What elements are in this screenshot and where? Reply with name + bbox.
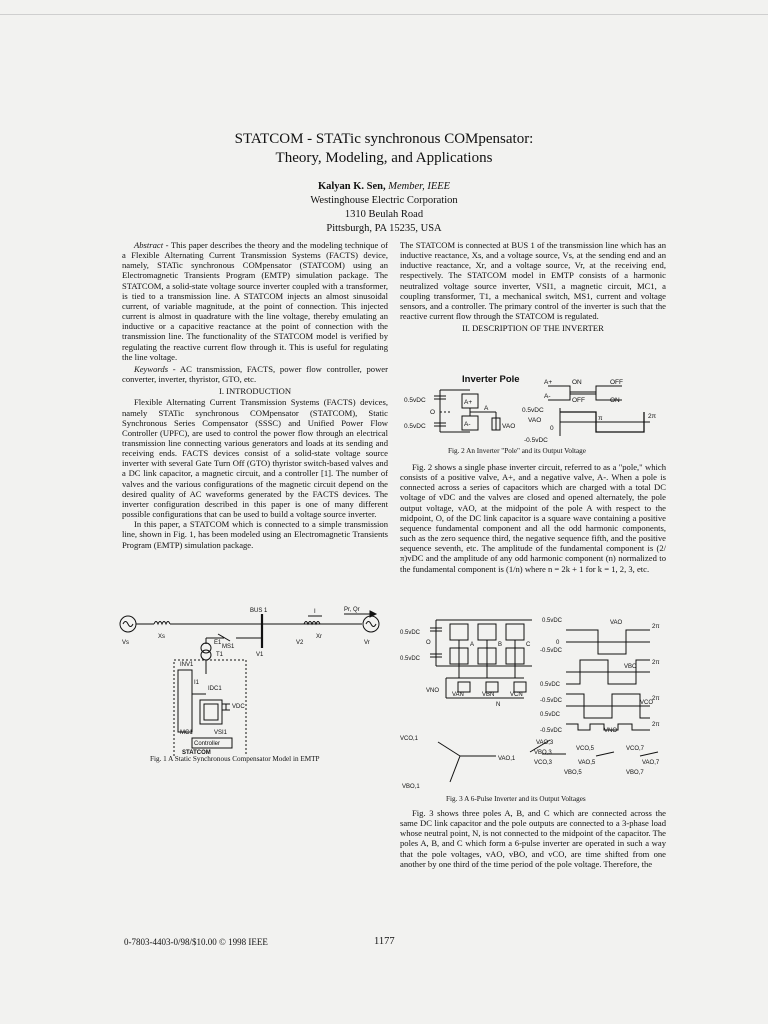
- paper-title-line2: Theory, Modeling, and Applications: [275, 150, 493, 166]
- intro-paragraph-1: Flexible Alternating Current Transmission Systems (FACTS) devices, namely STATic synchronous COMpensator (STATCOM), Static Synchronous Series Compensator (SSSC) and Unified Power Flow Controller (UPFC), are used to control the power flow through an electrical transmission line connecting various generators and loads at its sending and receiving ends. FACTS devices consist of a solid-state voltage source inverter with several Gate Turn Off (GTO) thyristor switch-based valves and a DC link capacitor, a magnetic circuit, and a controller [1]. The number of valves and the various configurations of the magnetic circuit depend on the desired quality of AC waveforms generated by the FACTS devices. The inverter configuration described in this paper is one of many different possible configurations that can be used to build a voltage source inverter.: [122, 397, 388, 520]
- fig1-vsi1-label: VSI1: [214, 730, 228, 736]
- fig2-off-label-2: OFF: [572, 397, 585, 404]
- fig3-neg-label-2: -0.5vDC: [540, 698, 563, 704]
- right-column-top: [400, 240, 666, 334]
- fig1-i1-label: I1: [194, 680, 200, 686]
- fig3-vco-label: VCO: [640, 700, 654, 706]
- section-introduction-heading: I. INTRODUCTION: [218, 386, 292, 397]
- fig3-vco3-label: VCO,3: [534, 760, 553, 766]
- intro-paragraph-2: In this paper, a STATCOM which is connected to a simple transmission line, shown in Fig. 1, has been modeled using an Electromagnetic Transients Program (EMTP) simulation package.: [122, 519, 388, 550]
- fig1-idc-label: IDC1: [208, 686, 222, 692]
- fig3-vbo3-label: VBO,3: [534, 750, 552, 756]
- fig3-vdc-top: 0.5vDC: [400, 630, 421, 636]
- fig3-pos-label-2: 0.5vDC: [540, 682, 561, 688]
- page-number: 1177: [374, 936, 395, 947]
- fig1-vs-label: Vs: [122, 640, 130, 646]
- fig2-caption: Fig. 2 An Inverter "Pole" and its Output Voltage: [448, 447, 586, 455]
- fig1-vr-label: Vr: [364, 640, 370, 646]
- abstract-label: Abstract -: [134, 240, 169, 250]
- fig1-v2-label: V2: [296, 640, 304, 646]
- fig3-pos-label-1: 0.5vDC: [542, 618, 563, 624]
- fig3-vdc-bottom: 0.5vDC: [400, 656, 421, 662]
- fig2-title: Inverter Pole: [462, 374, 520, 385]
- fig3-b-label: B: [498, 642, 503, 648]
- fig3-vao1-label: VAO,1: [498, 756, 516, 762]
- fig3-period-label-1: 2π: [652, 624, 660, 630]
- fig2-vdc-bottom: 0.5vDC: [404, 423, 426, 430]
- fig3-neg-label-3: -0.5vDC: [540, 728, 563, 734]
- address-line1: 1310 Beulah Road: [344, 209, 424, 220]
- affiliation: Westinghouse Electric Corporation: [310, 195, 458, 206]
- fig2-pi-label: π: [598, 415, 603, 422]
- abstract-text: This paper describes the theory and the modeling technique of a Flexible Alternating Current Transmission Systems (FACTS) device, namely, STATic synchronous COMpensator (STATCOM) using an Electromagnetic Transients Program (EMTP) simulation package. The STATCOM, a solid-state voltage source inverter coupled with a transformer, is tied to a transmission line. A STATCOM injects an almost sinusoidal current, of variable magnitude, at the point of connection. This injected current is almost in quadrature with the line voltage, thereby emulating an inductive or a capacitive reactance at the point of connection with the transmission line. The functionality of the STATCOM model is verified by regulating the reactive current flow through it. This is useful for regulating the line voltage.: [122, 240, 388, 362]
- fig2-off-label: OFF: [610, 379, 623, 386]
- fig2-aplus-label: A+: [464, 399, 473, 406]
- fig3-vbn-label: VBN: [482, 692, 495, 698]
- fig3-n-label: N: [496, 702, 501, 708]
- fig1-e1-label: E1: [214, 640, 222, 646]
- fig1-inv1-label: INV1: [180, 662, 194, 668]
- scan-edge-line: [0, 14, 768, 15]
- keywords-text: AC transmission, FACTS, power flow controller, power converter, inverter, thyristor, GTO, etc.: [122, 363, 388, 385]
- right-paragraph-1: The STATCOM is connected at BUS 1 of the transmission line which has an inductive reactance, Xs, and a voltage source, Vs, at the sending end and an inductive reactance, Xr, and a voltage source, Vr, at the receiving end, respectively. The STATCOM model in EMTP consists of a harmonic neutralized voltage source inverter, VSI1, a magnetic circuit, MC1, a coupling transformer, T1, a mechanical switch, MS1, current and voltage sensors, and a controller. The primary control of the inverter is such that the reactive current flow through the STATCOM is regulated.: [400, 240, 666, 322]
- fig2-period-label: 2π: [648, 413, 657, 420]
- fig1-controller-label: Controller: [194, 741, 221, 747]
- fig1-bus-label: BUS 1: [250, 608, 268, 614]
- pole-c-upper: [506, 624, 524, 640]
- transformer-t1: [201, 650, 211, 660]
- fig3-period-label-4: 2π: [652, 722, 660, 728]
- fig1-v1-label: V1: [256, 652, 264, 658]
- copyright-line: 0-7803-4403-0/98/$10.00 © 1998 IEEE: [124, 937, 268, 947]
- address-line2: Pittsburgh, PA 15235, USA: [326, 223, 442, 234]
- fig3-period-label-2: 2π: [652, 660, 660, 666]
- fig2-a-label: A: [484, 405, 489, 412]
- keywords-paragraph: [122, 364, 388, 384]
- fig3-vao7-label: VAO,7: [642, 760, 660, 766]
- fig3-vbo7-label: VBO,7: [626, 770, 644, 776]
- fig1-vdc-label: VDC: [232, 704, 245, 710]
- fig1-statcom-label: STATCOM: [182, 750, 211, 756]
- fig3-period-label-3: 2π: [652, 696, 660, 702]
- paper-title-line1: STATCOM - STATic synchronous COMpensator:: [234, 131, 534, 147]
- fig1-xs-label: Xs: [158, 634, 166, 640]
- fig1-ms1-label: MS1: [222, 644, 235, 650]
- fig1-caption: Fig. 1 A Static Synchronous Compensator Model in EMTP: [150, 755, 320, 763]
- fig3-vcn-label: VCN: [510, 692, 523, 698]
- fig1-current-label: I: [314, 609, 316, 615]
- fig2-zero-label: 0: [550, 425, 554, 432]
- fig2-aminus-label: A-: [464, 421, 471, 428]
- fig3-vno-wave-label: VNO: [604, 728, 618, 734]
- fig2-neg-label: -0.5vDC: [524, 437, 548, 444]
- fig3-vco5-label: VCO,5: [576, 746, 595, 752]
- fig2-vao-label: VAO: [502, 423, 516, 430]
- left-column: [122, 240, 388, 550]
- fig3-vao-label: VAO: [610, 620, 623, 626]
- fig2-aplus-row-label: A+: [544, 379, 553, 386]
- fig2-inverter-pole-diagram: [400, 370, 668, 448]
- fig3-vco7-label: VCO,7: [626, 746, 645, 752]
- fig2-vdc-top: 0.5vDC: [404, 397, 426, 404]
- reactance-xs-coil: [154, 622, 170, 625]
- keywords-label: Keywords -: [134, 363, 176, 374]
- right-paragraph-3: Fig. 3 shows three poles A, B, and C which are connected across the same DC link capacitor and the pole outputs are connected to a 3-phase load whose neutral point, N, is not connected to the midpoint of the capacitor. The poles A, B, and C which form a 6-pulse inverter are operated in such a way that the pole voltages, vAO, vBO, and vCO, are time shifted from one another by one third of the time period of the pole voltage. Therefore, the: [400, 808, 666, 869]
- fig3-c-label: C: [526, 642, 531, 648]
- fig3-vao5-label: VAO,5: [578, 760, 596, 766]
- right-paragraph-2: Fig. 2 shows a single phase inverter circuit, referred to as a "pole," which consists of a positive valve, A+, and a negative valve, A-. When a pole is connected across a series of capacitors which are charged with a total DC voltage of vDC and the valves are closed and opened alternately, the pole output voltage, vAO, at the midpoint of the pole A with respect to the midpoint, O, of the DC link capacitor is a square wave containing a positive sequence fundamental component and all the odd harmonic components, such as the zero sequence third, the negative sequence fifth, and the positive sequence seventh, etc. The amplitude of the fundamental component is (2/π)vDC and the amplitude of any odd harmonic component (n) normalized to the fundamental component is (1/n) where n = 2k + 1 for k = 1, 2, 3, etc.: [400, 462, 666, 574]
- author-name: Kalyan K. Sen,: [317, 181, 386, 192]
- fig3-six-pulse-diagram: [400, 604, 668, 794]
- fig1-mc1-label: MC1: [180, 730, 193, 736]
- pole-b-upper: [478, 624, 496, 640]
- fig1-statcom-diagram: [118, 604, 390, 756]
- fig3-zero-label-1: 0: [556, 640, 560, 646]
- right-column-bottom: [400, 808, 666, 869]
- fig3-pos-label-3: 0.5vDC: [540, 712, 561, 718]
- fig3-o-label: O: [426, 640, 431, 646]
- fig2-vao-axis-label: VAO: [528, 417, 542, 424]
- fig3-neg-label-1: -0.5vDC: [540, 648, 563, 654]
- fig3-a-label: A: [470, 642, 475, 648]
- fig3-vno-label: VNO: [426, 688, 440, 694]
- right-column-middle: [400, 462, 666, 574]
- author-line: [150, 180, 618, 194]
- fig1-pq-label: Pr, Qr: [344, 607, 360, 613]
- fig2-on-label-2: ON: [610, 397, 620, 404]
- section-inverter-heading: II. DESCRIPTION OF THE INVERTER: [462, 323, 604, 334]
- fig3-vao3-label: VAO,3: [536, 740, 554, 746]
- fig2-aminus-row-label: A-: [544, 393, 551, 400]
- fig2-o-label: O: [430, 409, 436, 416]
- fig2-pos-label: 0.5vDC: [522, 407, 544, 414]
- pole-a-upper: [450, 624, 468, 640]
- fig3-caption: Fig. 3 A 6-Pulse Inverter and its Output Voltages: [446, 795, 586, 803]
- fig2-on-label: ON: [572, 379, 582, 386]
- fig3-van-label: VAN: [452, 692, 464, 698]
- fig3-vbo5-label: VBO,5: [564, 770, 582, 776]
- fig1-t1-label: T1: [216, 652, 224, 658]
- fig3-vco1-label: VCO,1: [400, 736, 419, 742]
- author-title: Member, IEEE: [388, 181, 451, 192]
- inverter-inv1-block: [178, 670, 192, 732]
- fig2-gate-a-plus: [548, 386, 622, 394]
- fig3-vbo1-label: VBO,1: [402, 784, 420, 790]
- abstract-paragraph: [122, 240, 388, 362]
- fig1-xr-label: Xr: [316, 634, 322, 640]
- fig3-vbo-label: VBO: [624, 664, 637, 670]
